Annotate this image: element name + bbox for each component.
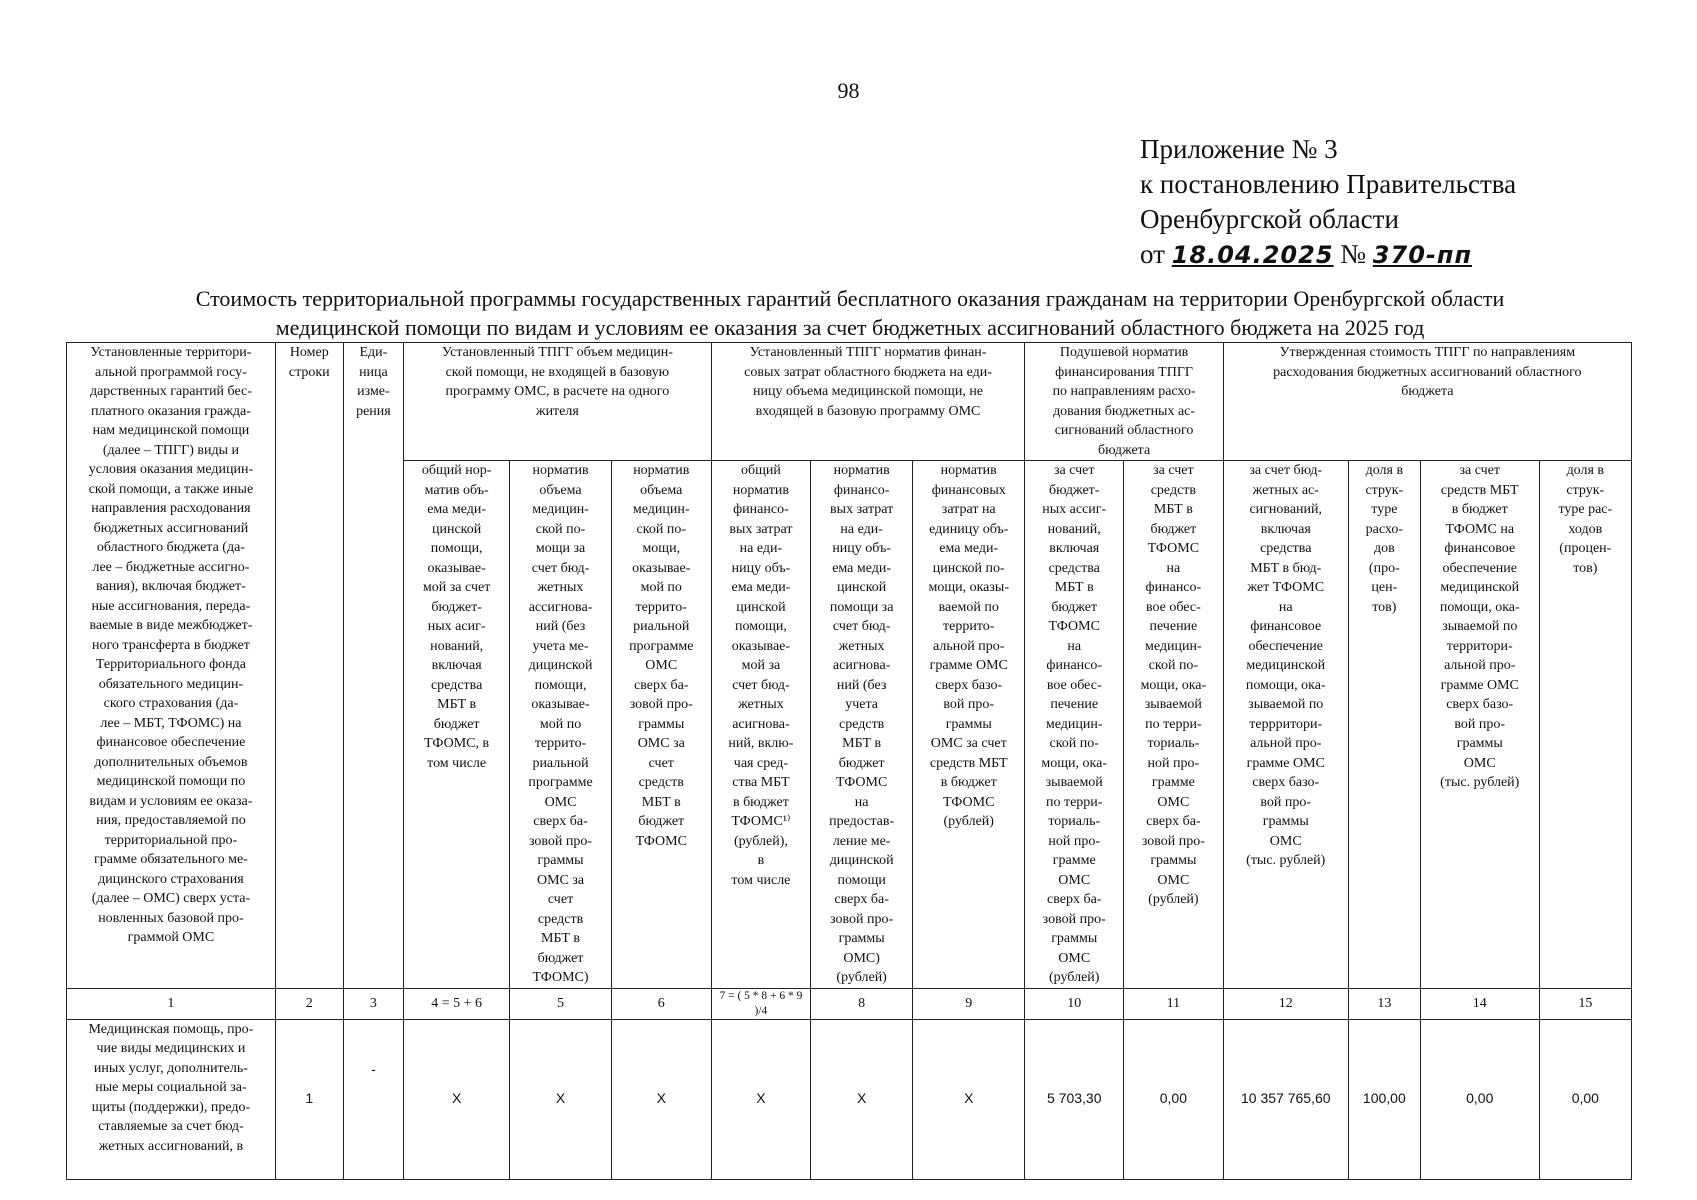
column-number-3: 3 xyxy=(343,988,403,1019)
row-description: Медицинская помощь, про- чие виды медицинских и иных услуг, дополнитель- ные меры социальной за- щиты (поддержки), предо- ставляемые за счет бюд- жетных ассигнований, в xyxy=(67,1019,276,1179)
header-col-9: норматив финансовых затрат на единицу объ- ема меди- цинской по- мощи, оказы- ваемой по террито- альной про- грамме ОМС сверх базо- вой про- граммы ОМС за счет средств МБТ в бюджет ТФОМС (рублей) xyxy=(913,461,1025,989)
column-number-8: 8 xyxy=(811,988,913,1019)
column-number-6: 6 xyxy=(611,988,711,1019)
header-col-10: за счет бюджет- ных ассиг- нований, включая средства МБТ в бюджет ТФОМС на финансо- вое обес- печение медицин- ской по- мощи, ока- зываемой по терри- ториаль- ной про- грамме ОМС сверх ба- зовой про- граммы ОМС (рублей) xyxy=(1025,461,1124,989)
column-number-9: 9 xyxy=(913,988,1025,1019)
column-number-12: 12 xyxy=(1223,988,1348,1019)
handwritten-number: 370-пп xyxy=(1372,241,1473,269)
header-col-15: доля в струк- туре рас- ходов (процен- тов) xyxy=(1539,461,1631,989)
column-number-7: 7 = ( 5 * 8 + 6 * 9 )/4 xyxy=(711,988,811,1019)
header-group-approved: Утвержденная стоимость ТПГГ по направлениям расходования бюджетных ассигнований областного бюджета xyxy=(1223,343,1631,461)
cell-col-14: 0,00 xyxy=(1420,1019,1539,1179)
column-number-2: 2 xyxy=(275,988,343,1019)
header-col-8: норматив финансо- вых затрат на еди- ницу объ- ема меди- цинской помощи за счет бюд- жетных асигнова- ний (без учета средств МБТ в бюджет ТФОМС на предостав- ление ме- дицинской помощи сверх ба- зовой про- граммы ОМС) (рублей) xyxy=(811,461,913,989)
header-group-cost: Установленный ТПГГ норматив финан- совых затрат областного бюджета на еди- ницу объема медицинской помощи, не входящей в базовую программу ОМС xyxy=(711,343,1025,461)
header-col-6: норматив объема медицин- ской по- мощи, оказывае- мой по террито- риальной программе ОМС сверх ба- зовой про- граммы ОМС за счет средств МБТ в бюджет ТФОМС xyxy=(611,461,711,989)
column-number-13: 13 xyxy=(1348,988,1420,1019)
from-label: от xyxy=(1140,239,1165,269)
appendix-block xyxy=(1140,132,1516,273)
column-number-5: 5 xyxy=(510,988,612,1019)
document-title xyxy=(60,284,1640,342)
page-number: 98 xyxy=(837,78,860,103)
column-number-1: 1 xyxy=(67,988,276,1019)
cell-col-10: 5 703,30 xyxy=(1025,1019,1124,1179)
header-col-7: общий норматив финансо- вых затрат на еди- ницу объ- ема меди- цинской помощи, оказывае- мой за счет бюд- жетных асигнова- ний, вклю- чая сред- ства МБТ в бюджет ТФОМС¹⁾ (рублей), в том числе xyxy=(711,461,811,989)
appendix-line-date xyxy=(1140,237,1516,273)
header-row-number: Номер строки xyxy=(275,343,343,989)
header-col-12: за счет бюд- жетных ас- сигнований, включая средства МБТ в бюд- жет ТФОМС на финансовое обеспечение медицинской помощи, ока- зываемой по террритори- альной про- грамме ОМС сверх базо- вой про- граммы ОМС (тыс. рублей) xyxy=(1223,461,1348,989)
cell-col-5: X xyxy=(510,1019,612,1179)
cell-col-9: X xyxy=(913,1019,1025,1179)
column-number-4: 4 = 5 + 6 xyxy=(404,988,510,1019)
header-col-13: доля в струк- туре расхо- дов (про- цен- тов) xyxy=(1348,461,1420,989)
handwritten-date: 18.04.2025 xyxy=(1171,241,1334,269)
cell-col-13: 100,00 xyxy=(1348,1019,1420,1179)
header-group-volume: Установленный ТПГГ объем медицин- ской помощи, не входящей в базовую программу ОМС, в расчете на одного жителя xyxy=(404,343,711,461)
header-col-5: норматив объема медицин- ской по- мощи за счет бюд- жетных ассигнова- ний (без учета ме- дицинской помощи, оказывае- мой по террито- риальной программе ОМС сверх ба- зовой про- граммы ОМС за счет средств МБТ в бюджет ТФОМС) xyxy=(510,461,612,989)
header-group-per-capita: Подушевой норматив финансирования ТПГГ по направлениям расхо- дования бюджетных ас- сигнований областного бюджета xyxy=(1025,343,1223,461)
appendix-line-3: Оренбургской области xyxy=(1140,204,1399,234)
cell-col-6: X xyxy=(611,1019,711,1179)
title-line-2: медицинской помощи по видам и условиям ее оказания за счет бюджетных ассигнований областного бюджета на 2025 год xyxy=(275,315,1425,340)
column-number-11: 11 xyxy=(1124,988,1224,1019)
table-row xyxy=(67,1019,1632,1179)
header-col-4: общий нор- матив объ- ема меди- цинской помощи, оказывае- мой за счет бюджет- ных асиг- нований, включая средства МБТ в бюджет ТФОМС, в том числе xyxy=(404,461,510,989)
header-col-11: за счет средств МБТ в бюджет ТФОМС на финансо- вое обес- печение медицин- ской по- мощи, ока- зываемой по терри- ториаль- ной про- грамме ОМС сверх ба- зовой про- граммы ОМС (рублей) xyxy=(1124,461,1224,989)
column-number-10: 10 xyxy=(1025,988,1124,1019)
number-label: № xyxy=(1340,239,1367,269)
title-line-1: Стоимость территориальной программы государственных гарантий бесплатного оказания гражданам на территории Оренбургской области xyxy=(195,286,1505,311)
cell-col-11: 0,00 xyxy=(1124,1019,1224,1179)
cell-col-15: 0,00 xyxy=(1539,1019,1631,1179)
cost-table xyxy=(66,342,1632,1180)
appendix-line-2: к постановлению Правительства xyxy=(1140,169,1517,199)
header-services: Установленные территори- альной программой госу- дарственных гарантий бес- платного оказания гражда- нам медицинской помощи (далее – ТПГГ) виды и условия оказания медицин- ской помощи, а также иные направления расходования бюджетных ассигнований областного бюджета (да- лее – бюджетные ассигно- вания), включая бюджет- ные ассигнования, переда- ваемые в виде межбюджет- ного трансферта в бюджет Территориального фонда обязательного медицин- ского страхования (да- лее – МБТ, ТФОМС) на финансовое обеспечение дополнительных объемов медицинской помощи по видам и условиям ее оказа- ния, предоставляемой по территориальной про- грамме обязательного ме- дицинского страхования (далее – ОМС) сверх уста- новленных базовой про- граммой ОМС xyxy=(67,343,276,989)
row-unit: - xyxy=(343,1019,403,1179)
header-col-14: за счет средств МБТ в бюджет ТФОМС на финансовое обеспечение медицинской помощи, ока- зываемой по территори- альной про- грамме ОМС сверх базо- вой про- граммы ОМС (тыс. рублей) xyxy=(1420,461,1539,989)
row-number: 1 xyxy=(275,1019,343,1179)
appendix-line-1: Приложение № 3 xyxy=(1140,134,1338,164)
column-number-15: 15 xyxy=(1539,988,1631,1019)
cell-col-12: 10 357 765,60 xyxy=(1223,1019,1348,1179)
header-unit: Еди- ница изме- рения xyxy=(343,343,403,989)
cell-col-7: X xyxy=(711,1019,811,1179)
cell-col-4: X xyxy=(404,1019,510,1179)
cell-col-8: X xyxy=(811,1019,913,1179)
column-number-14: 14 xyxy=(1420,988,1539,1019)
